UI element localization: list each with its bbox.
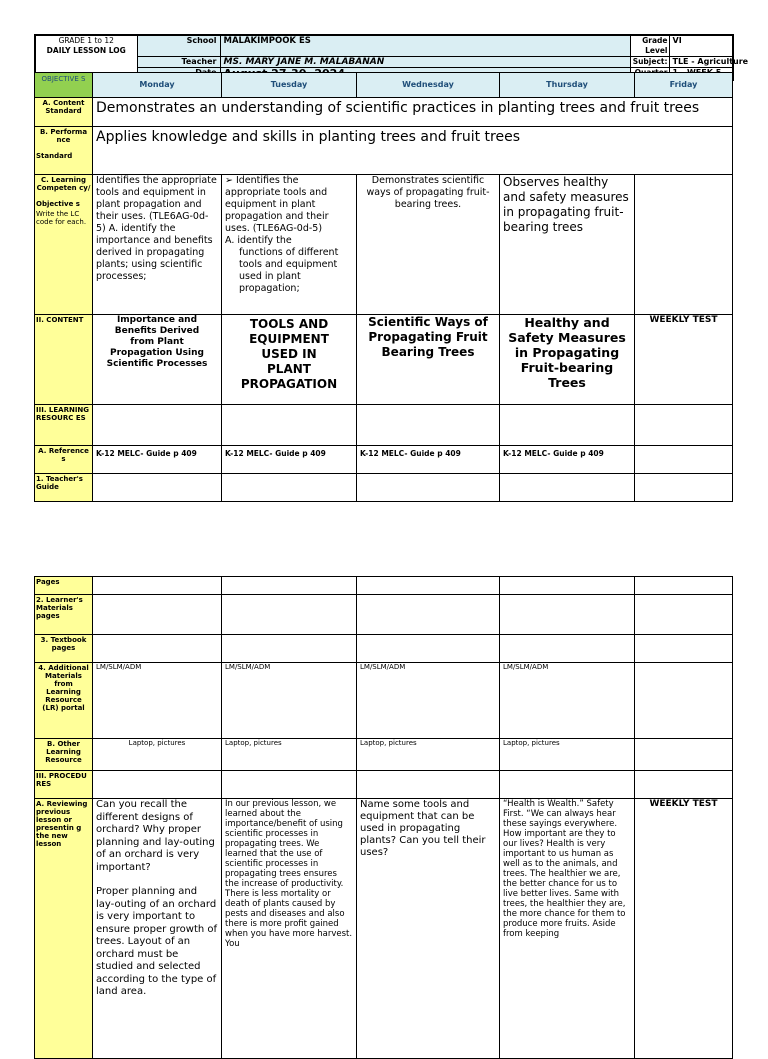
performance-label-2: Standard bbox=[36, 152, 73, 160]
reference-wednesday: K-12 MELC- Guide p 409 bbox=[357, 446, 500, 474]
procedures-label: III. PROCEDU RES bbox=[35, 771, 93, 799]
subject-value: TLE - Agriculture bbox=[669, 57, 733, 68]
grade-level-value: VI bbox=[669, 35, 733, 57]
lm-tue bbox=[222, 595, 357, 635]
pages-label: Pages bbox=[35, 577, 93, 595]
competency-label bbox=[35, 175, 93, 315]
performance-standard-text: Applies knowledge and skills in planting trees and fruit trees bbox=[93, 127, 733, 175]
competency-label-3: Write the LC code for each. bbox=[36, 210, 87, 226]
day-thursday: Thursday bbox=[500, 73, 635, 98]
teacher-label: Teacher bbox=[137, 57, 220, 68]
pg-thu bbox=[500, 577, 635, 595]
day-wednesday: Wednesday bbox=[357, 73, 500, 98]
competency-label-2: Objective s bbox=[36, 200, 80, 208]
reviewing-label: A. Reviewing previous lesson or presentin g the new lesson bbox=[35, 799, 93, 1059]
lr-tue bbox=[222, 405, 357, 446]
content-thursday: Healthy and Safety Measures in Propagating Fruit-bearing Trees bbox=[500, 315, 635, 405]
competency-friday bbox=[635, 175, 733, 315]
lesson-table-part2 bbox=[34, 576, 733, 1059]
other-resources-thursday: Laptop, pictures bbox=[500, 739, 635, 771]
grade-range: GRADE 1 to 12 bbox=[58, 36, 114, 45]
grade-level-label: Grade Level bbox=[630, 35, 669, 57]
other-resources-friday bbox=[635, 739, 733, 771]
competency-monday: Identifies the appropriate tools and equipment in plant propagation and their uses. (TLE6AG-0d-5) A. identify the importance and benefits derived in propagating plants; using scientific processes; bbox=[93, 175, 222, 315]
competency-tuesday bbox=[222, 175, 357, 315]
reviewing-monday bbox=[93, 799, 222, 1059]
school-label: School bbox=[137, 35, 220, 57]
pr-thu bbox=[500, 771, 635, 799]
reference-monday: K-12 MELC- Guide p 409 bbox=[93, 446, 222, 474]
other-resources-monday: Laptop, pictures bbox=[93, 739, 222, 771]
reviewing-monday-1: Can you recall the different designs of orchard? Why proper planning and lay-outing of an orchard is very important? bbox=[96, 799, 215, 873]
performance-standard-label bbox=[35, 127, 93, 175]
content-standard-text: Demonstrates an understanding of scientific practices in planting trees and fruit trees bbox=[93, 98, 733, 127]
tg-mon bbox=[93, 474, 222, 502]
lr-mon bbox=[93, 405, 222, 446]
tg-fri bbox=[635, 474, 733, 502]
tb-thu bbox=[500, 635, 635, 663]
reviewing-friday: WEEKLY TEST bbox=[635, 799, 733, 1059]
competency-tuesday-2: A. identify the bbox=[225, 235, 292, 246]
additional-tuesday: LM/SLM/ADM bbox=[222, 663, 357, 739]
lm-fri bbox=[635, 595, 733, 635]
other-resources-wednesday: Laptop, pictures bbox=[357, 739, 500, 771]
content-standard-label: A. Content Standard bbox=[35, 98, 93, 127]
additional-monday: LM/SLM/ADM bbox=[93, 663, 222, 739]
subject-label: Subject: bbox=[630, 57, 669, 68]
lesson-table-part1 bbox=[34, 72, 733, 502]
school-value: MALAKIMPOOK ES bbox=[220, 35, 630, 57]
objectives-label: OBJECTIVE S bbox=[35, 73, 93, 98]
tb-wed bbox=[357, 635, 500, 663]
content-friday: WEEKLY TEST bbox=[635, 315, 733, 405]
pg-fri bbox=[635, 577, 733, 595]
lr-fri bbox=[635, 405, 733, 446]
lr-thu bbox=[500, 405, 635, 446]
other-resources-label: B. Other Learning Resource bbox=[35, 739, 93, 771]
day-tuesday: Tuesday bbox=[222, 73, 357, 98]
competency-label-1: C. Learning Competen cy/ bbox=[36, 176, 91, 192]
day-friday: Friday bbox=[635, 73, 733, 98]
additional-friday bbox=[635, 663, 733, 739]
pr-tue bbox=[222, 771, 357, 799]
reference-friday bbox=[635, 446, 733, 474]
learning-resources-label: III. LEARNING RESOURC ES bbox=[35, 405, 93, 446]
tg-wed bbox=[357, 474, 500, 502]
pr-wed bbox=[357, 771, 500, 799]
pr-fri bbox=[635, 771, 733, 799]
textbook-label: 3. Textbook pages bbox=[35, 635, 93, 663]
content-wednesday: Scientific Ways of Propagating Fruit Bearing Trees bbox=[357, 315, 500, 405]
lm-wed bbox=[357, 595, 500, 635]
learners-materials-label: 2. Learner's Materials pages bbox=[35, 595, 93, 635]
content-monday: Importance and Benefits Derived from Plant Propagation Using Scientific Processes bbox=[93, 315, 222, 405]
additional-wednesday: LM/SLM/ADM bbox=[357, 663, 500, 739]
competency-tuesday-1: ➢ Identifies the appropriate tools and equipment in plant propagation and their uses. (TLE6AG-0d-5) bbox=[225, 175, 329, 234]
day-monday: Monday bbox=[93, 73, 222, 98]
reviewing-tuesday: In our previous lesson, we learned about the importance/benefit of using scientific processes in propagating trees. We learned that the use of scientific processes in propagating trees ensures the increase of productivity. There is less mortality or death of plants caused by pests and diseases and also there is more profit gained when you have more harvest. You bbox=[222, 799, 357, 1059]
teacher-value: MS. MARY JANE M. MALABANAN bbox=[220, 57, 630, 68]
teachers-guide-label: 1. Teacher's Guide bbox=[35, 474, 93, 502]
additional-thursday: LM/SLM/ADM bbox=[500, 663, 635, 739]
performance-label-1: B. Performa nce bbox=[39, 128, 88, 144]
pg-wed bbox=[357, 577, 500, 595]
content-label: II. CONTENT bbox=[35, 315, 93, 405]
competency-thursday: Observes healthy and safety measures in propagating fruit-bearing trees bbox=[500, 175, 635, 315]
reference-thursday: K-12 MELC- Guide p 409 bbox=[500, 446, 635, 474]
reviewing-monday-2: Proper planning and lay-outing of an orchard is very important to ensure proper growth of trees. Layout of an orchard must be studied and selected according to the type of land area. bbox=[96, 886, 218, 997]
lr-wed bbox=[357, 405, 500, 446]
reviewing-thursday: “Health is Wealth.” Safety First. “We can always hear these sayings everywhere. How important are they to our lives? Health is very important to us human as well as to the animals, and trees. The healthier we are, the better chance for us to live better lives. Same with trees, the healthier they are, the more chance for them to produce more fruits. Aside from keeping bbox=[500, 799, 635, 1059]
reference-tuesday: K-12 MELC- Guide p 409 bbox=[222, 446, 357, 474]
content-tuesday: TOOLS AND EQUIPMENT USED IN PLANT PROPAGATION bbox=[222, 315, 357, 405]
pr-mon bbox=[93, 771, 222, 799]
other-resources-tuesday: Laptop, pictures bbox=[222, 739, 357, 771]
daily-lesson-log: DAILY LESSON LOG bbox=[46, 46, 126, 55]
competency-tuesday-3: functions of different tools and equipment used in plant propagation; bbox=[239, 247, 339, 294]
tb-tue bbox=[222, 635, 357, 663]
reviewing-wednesday: Name some tools and equipment that can be used in propagating plants? Can you tell their uses? bbox=[357, 799, 500, 1059]
references-label: A. Reference s bbox=[35, 446, 93, 474]
pg-tue bbox=[222, 577, 357, 595]
tb-mon bbox=[93, 635, 222, 663]
tg-thu bbox=[500, 474, 635, 502]
lm-thu bbox=[500, 595, 635, 635]
pg-mon bbox=[93, 577, 222, 595]
additional-materials-label: 4. Additional Materials from Learning Resource (LR) portal bbox=[35, 663, 93, 739]
tb-fri bbox=[635, 635, 733, 663]
lm-mon bbox=[93, 595, 222, 635]
tg-tue bbox=[222, 474, 357, 502]
competency-wednesday: Demonstrates scientific ways of propagating fruit-bearing trees. bbox=[357, 175, 500, 315]
